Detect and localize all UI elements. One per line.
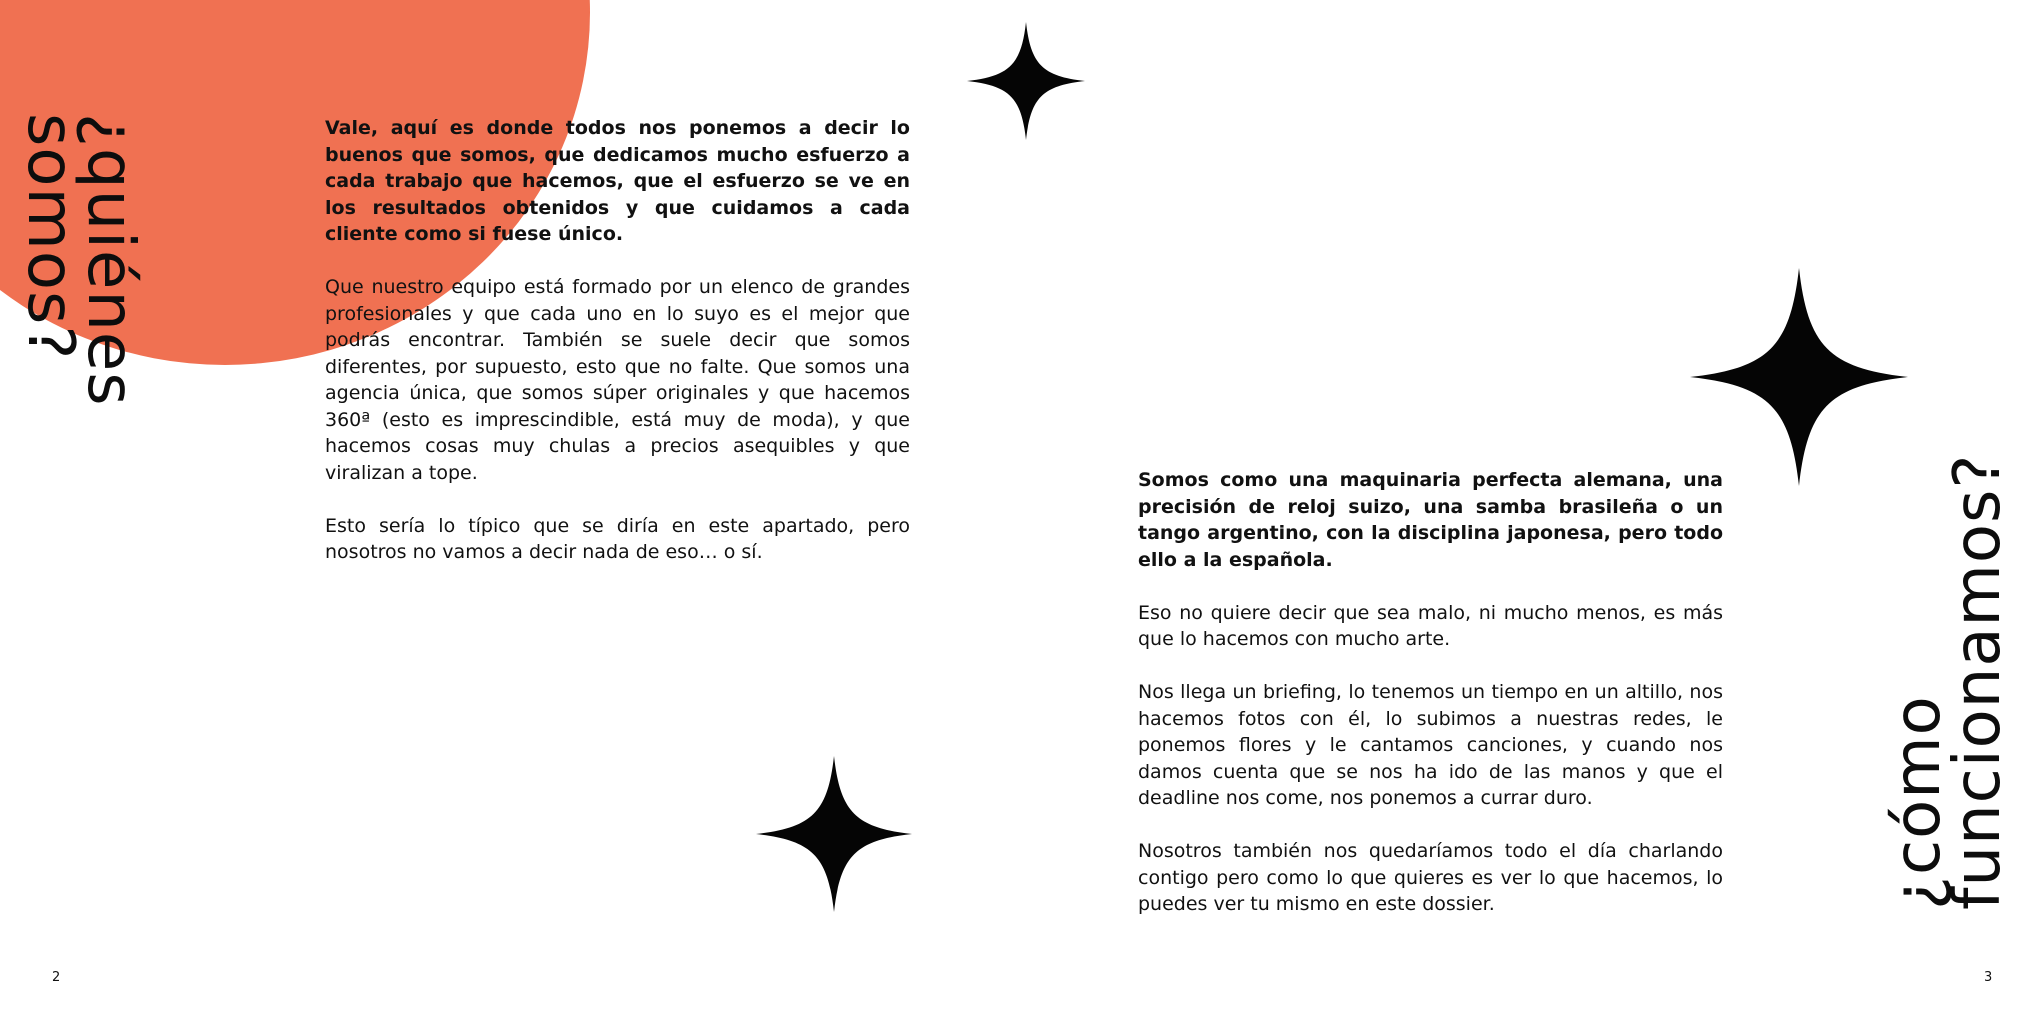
right-body-text <box>1138 467 1723 944</box>
right-paragraph-4: Nosotros también nos quedaríamos todo el día charlando contigo pero como lo que quieres es ver lo que hacemos, lo puedes ver tu mismo en este dossier. <box>1138 840 1723 915</box>
right-title-line-2: funcionamos? <box>1941 453 2015 910</box>
right-paragraph-3: Nos llega un briefing, lo tenemos un tiempo en un altillo, nos hacemos fotos con él, lo subimos a nuestras redes, le ponemos flores y le cantamos canciones, y cuando nos damos cuenta que se nos ha ido de las manos y que el deadline nos come, nos ponemos a currar duro. <box>1138 681 1723 809</box>
page-number-left: 2 <box>52 970 61 985</box>
left-paragraph-3: Esto sería lo típico que se diría en este apartado, pero nosotros no vamos a decir nada de eso… o sí. <box>325 514 910 563</box>
right-paragraph-2: Eso no quiere decir que sea malo, ni mucho menos, es más que lo hacemos con mucho arte. <box>1138 601 1723 650</box>
right-title-line-1: ¿cómo <box>1881 695 1955 910</box>
page-number-right: 3 <box>1984 970 1993 985</box>
left-paragraph-1: Vale, aquí es donde todos nos ponemos a decir lo buenos que somos, que dedicamos mucho esfuerzo a cada trabajo que hacemos, que el esfuerzo se ve en los resultados obtenidos y que cuidamos a cada cliente como si fuese único. <box>325 117 910 245</box>
left-body-text <box>325 115 910 592</box>
four-point-star-icon <box>756 756 912 912</box>
left-paragraph-2: Que nuestro equipo está formado por un elenco de grandes profesionales y que cada uno en lo suyo es el mejor que podrás encontrar. También se suele decir que somos diferentes, por supuesto, esto que no falte. Que somos una agencia única, que somos súper originales y que hacemos 360ª (esto es imprescindible, está muy de moda), y que hacemos cosas muy chulas a precios asequibles y que viralizan a tope. <box>325 276 910 484</box>
left-title-line-1: ¿quiénes <box>73 113 147 407</box>
right-page-title <box>1881 453 2015 910</box>
left-page-title <box>13 113 147 407</box>
right-paragraph-1: Somos como una maquinaria perfecta alemana, una precisión de reloj suizo, una samba brasileña o un tango argentino, con la disciplina japonesa, pero todo ello a la española. <box>1138 469 1723 571</box>
four-point-star-icon <box>967 20 1085 142</box>
left-title-line-2: somos? <box>13 113 87 361</box>
four-point-star-icon <box>1690 268 1908 486</box>
